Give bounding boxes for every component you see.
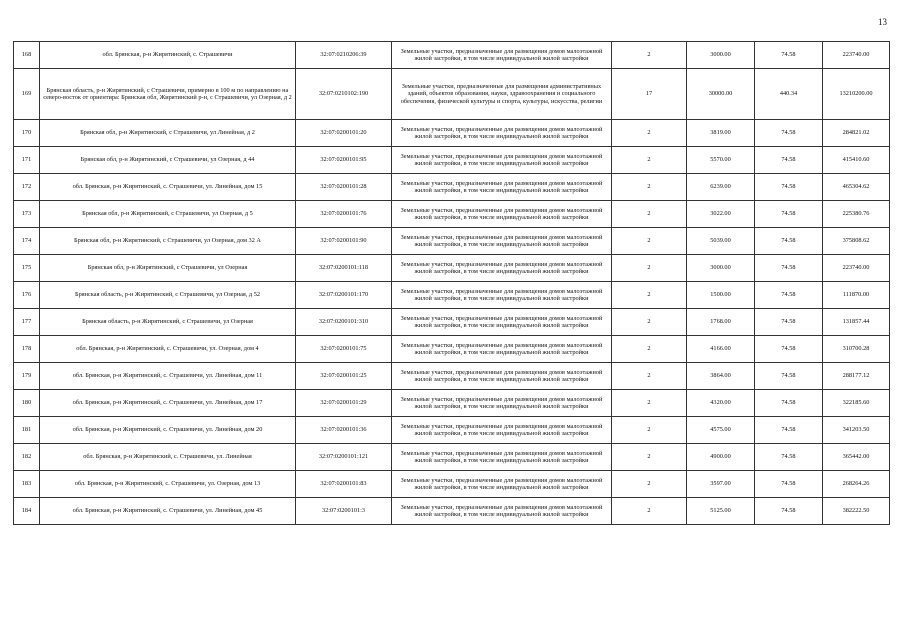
specific-value-cell: 74.58	[755, 255, 823, 282]
specific-value-cell: 74.58	[755, 147, 823, 174]
cadastral-value-cell: 223740.00	[823, 255, 890, 282]
land-use-cell: Земельные участки, предназначенные для размещения домов малоэтажной жилой застройки, в том числе индивидуальной жилой застройки	[392, 174, 612, 201]
area-cell: 3022.00	[687, 201, 755, 228]
area-cell: 4166.00	[687, 336, 755, 363]
specific-value-cell: 74.58	[755, 201, 823, 228]
specific-value-cell: 440.34	[755, 69, 823, 120]
specific-value-cell: 74.58	[755, 174, 823, 201]
land-use-cell: Земельные участки, предназначенные для размещения домов малоэтажной жилой застройки, в том числе индивидуальной жилой застройки	[392, 282, 612, 309]
row-number-cell: 181	[14, 417, 40, 444]
cadastral-number-cell: 32:07:0200101:20	[296, 120, 392, 147]
table-row	[14, 363, 890, 390]
address-cell: Брянская область, р-н Жирятинский, с Страшевичи, ул Озерная	[40, 309, 296, 336]
table-row	[14, 69, 890, 120]
cadastral-number-cell: 32:07:0200101:75	[296, 336, 392, 363]
group-cell: 2	[612, 255, 687, 282]
cadastral-number-cell: 32:07:0200101:310	[296, 309, 392, 336]
cadastral-value-cell: 310700.28	[823, 336, 890, 363]
table-row	[14, 201, 890, 228]
row-number-cell: 184	[14, 498, 40, 525]
address-cell: обл. Брянская, р-н Жирятинский, с. Страшевичи, ул. Озерная, дом 4	[40, 336, 296, 363]
land-use-cell: Земельные участки, предназначенные для размещения домов малоэтажной жилой застройки, в том числе индивидуальной жилой застройки	[392, 120, 612, 147]
cadastral-value-cell: 131857.44	[823, 309, 890, 336]
row-number-cell: 175	[14, 255, 40, 282]
row-number-cell: 172	[14, 174, 40, 201]
cadastral-value-cell: 284821.02	[823, 120, 890, 147]
cadastral-value-cell: 223740.00	[823, 42, 890, 69]
area-cell: 5570.00	[687, 147, 755, 174]
address-cell: Брянская область, р-н Жирятинский, с Страшевичи, ул Озерная, д 52	[40, 282, 296, 309]
table-row	[14, 147, 890, 174]
group-cell: 2	[612, 201, 687, 228]
address-cell: обл. Брянская, р-н Жирятинский, с. Страшевичи, ул. Линейная, дом 17	[40, 390, 296, 417]
cadastral-number-cell: 32:07:0200101:25	[296, 363, 392, 390]
row-number-cell: 173	[14, 201, 40, 228]
land-use-cell: Земельные участки, предназначенные для размещения домов малоэтажной жилой застройки, в том числе индивидуальной жилой застройки	[392, 444, 612, 471]
cadastral-value-cell: 375808.62	[823, 228, 890, 255]
cadastral-value-cell: 288177.12	[823, 363, 890, 390]
specific-value-cell: 74.58	[755, 120, 823, 147]
table-body	[14, 42, 890, 525]
table-row	[14, 42, 890, 69]
group-cell: 2	[612, 471, 687, 498]
cadastral-value-cell: 322185.60	[823, 390, 890, 417]
address-cell: обл. Брянская, р-н Жирятинский, с. Страшевичи, ул. Линейная, дом 20	[40, 417, 296, 444]
land-use-cell: Земельные участки, предназначенные для размещения домов малоэтажной жилой застройки, в том числе индивидуальной жилой застройки	[392, 363, 612, 390]
area-cell: 3864.00	[687, 363, 755, 390]
group-cell: 2	[612, 390, 687, 417]
land-use-cell: Земельные участки, предназначенные для размещения домов малоэтажной жилой застройки, в том числе индивидуальной жилой застройки	[392, 390, 612, 417]
land-use-cell: Земельные участки, предназначенные для размещения домов малоэтажной жилой застройки, в том числе индивидуальной жилой застройки	[392, 336, 612, 363]
cadastral-value-cell: 465304.62	[823, 174, 890, 201]
table-row	[14, 498, 890, 525]
group-cell: 2	[612, 228, 687, 255]
cadastral-value-cell: 13210200.00	[823, 69, 890, 120]
table-row	[14, 282, 890, 309]
land-use-cell: Земельные участки, предназначенные для размещения домов малоэтажной жилой застройки, в том числе индивидуальной жилой застройки	[392, 498, 612, 525]
specific-value-cell: 74.58	[755, 390, 823, 417]
table-row	[14, 417, 890, 444]
row-number-cell: 170	[14, 120, 40, 147]
land-use-cell: Земельные участки, предназначенные для размещения домов малоэтажной жилой застройки, в том числе индивидуальной жилой застройки	[392, 42, 612, 69]
cadastral-number-cell: 32:07:0200101:121	[296, 444, 392, 471]
table-row	[14, 228, 890, 255]
cadastral-number-cell: 32:07:0200101:36	[296, 417, 392, 444]
land-use-cell: Земельные участки, предназначенные для размещения административных зданий, объектов образования, науки, здравоохранения и социального обеспечения, физической культуры и спорта, культуры, искусства, религии	[392, 69, 612, 120]
address-cell: обл. Брянская, р-н Жирятинский, с. Страшевичи, ул. Озерная, дом 13	[40, 471, 296, 498]
land-use-cell: Земельные участки, предназначенные для размещения домов малоэтажной жилой застройки, в том числе индивидуальной жилой застройки	[392, 471, 612, 498]
cadastral-number-cell: 32:07:0200101:83	[296, 471, 392, 498]
address-cell: Брянская область, р-н Жирятинский, с Страшевичи, примерно в 100 м по направлению на северо-восток от ориентира: Брянская обл, Жирятинский р-н, с Страшевичи, ул Озерная, д 2	[40, 69, 296, 120]
specific-value-cell: 74.58	[755, 471, 823, 498]
row-number-cell: 169	[14, 69, 40, 120]
area-cell: 6239.00	[687, 174, 755, 201]
group-cell: 2	[612, 444, 687, 471]
address-cell: Брянская обл, р-н Жирятинский, с Страшевичи, ул Озерная	[40, 255, 296, 282]
table-row	[14, 471, 890, 498]
group-cell: 2	[612, 174, 687, 201]
area-cell: 30000.00	[687, 69, 755, 120]
cadastral-number-cell: 32:07:0200101:118	[296, 255, 392, 282]
land-use-cell: Земельные участки, предназначенные для размещения домов малоэтажной жилой застройки, в том числе индивидуальной жилой застройки	[392, 147, 612, 174]
row-number-cell: 171	[14, 147, 40, 174]
address-cell: обл. Брянская, р-н Жирятинский, с. Страшевичи, ул. Линейная, дом 11	[40, 363, 296, 390]
cadastral-number-cell: 32:07:0210206:39	[296, 42, 392, 69]
group-cell: 2	[612, 498, 687, 525]
row-number-cell: 183	[14, 471, 40, 498]
specific-value-cell: 74.58	[755, 363, 823, 390]
table-row	[14, 255, 890, 282]
table-row	[14, 444, 890, 471]
address-cell: Брянская обл, р-н Жирятинский, с Страшевичи, ул Линейная, д 2	[40, 120, 296, 147]
cadastral-number-cell: 32:07:0200101:90	[296, 228, 392, 255]
cadastral-number-cell: 32:07:0210102:190	[296, 69, 392, 120]
row-number-cell: 177	[14, 309, 40, 336]
cadastral-number-cell: 32:07:0200101:170	[296, 282, 392, 309]
area-cell: 3000.00	[687, 255, 755, 282]
land-use-cell: Земельные участки, предназначенные для размещения домов малоэтажной жилой застройки, в том числе индивидуальной жилой застройки	[392, 417, 612, 444]
address-cell: обл. Брянская, р-н Жирятинский, с. Страшевичи	[40, 42, 296, 69]
area-cell: 4575.00	[687, 417, 755, 444]
cadastral-value-cell: 415410.60	[823, 147, 890, 174]
group-cell: 2	[612, 309, 687, 336]
address-cell: обл. Брянская, р-н Жирятинский, с. Страшевичи, ул. Линейная, дом 15	[40, 174, 296, 201]
table-row	[14, 390, 890, 417]
group-cell: 2	[612, 42, 687, 69]
group-cell: 2	[612, 282, 687, 309]
row-number-cell: 174	[14, 228, 40, 255]
area-cell: 3000.00	[687, 42, 755, 69]
cadastral-number-cell: 32:07:0200101:76	[296, 201, 392, 228]
address-cell: Брянская обл, р-н Жирятинский, с Страшевичи, ул Озерная, д 44	[40, 147, 296, 174]
row-number-cell: 179	[14, 363, 40, 390]
cadastral-value-cell: 365442.00	[823, 444, 890, 471]
table-row	[14, 120, 890, 147]
cadastral-number-cell: 32:07:0200101:29	[296, 390, 392, 417]
area-cell: 3819.00	[687, 120, 755, 147]
specific-value-cell: 74.58	[755, 228, 823, 255]
address-cell: обл. Брянская, р-н Жирятинский, с. Страшевичи, ул. Линейная	[40, 444, 296, 471]
area-cell: 1500.00	[687, 282, 755, 309]
specific-value-cell: 74.58	[755, 498, 823, 525]
cadastral-value-cell: 111870.00	[823, 282, 890, 309]
cadastral-number-cell: 32:07:0200101:28	[296, 174, 392, 201]
specific-value-cell: 74.58	[755, 282, 823, 309]
table-row	[14, 336, 890, 363]
group-cell: 2	[612, 147, 687, 174]
cadastral-number-cell: 32:07:0200101:95	[296, 147, 392, 174]
cadastral-value-cell: 382222.50	[823, 498, 890, 525]
row-number-cell: 168	[14, 42, 40, 69]
specific-value-cell: 74.58	[755, 336, 823, 363]
row-number-cell: 178	[14, 336, 40, 363]
cadastral-value-cell: 225380.76	[823, 201, 890, 228]
cadastral-number-cell: 32:07:0200101:3	[296, 498, 392, 525]
area-cell: 5039.00	[687, 228, 755, 255]
area-cell: 4900.00	[687, 444, 755, 471]
row-number-cell: 176	[14, 282, 40, 309]
address-cell: обл. Брянская, р-н Жирятинский, с. Страшевичи, ул. Линейная, дом 45	[40, 498, 296, 525]
group-cell: 17	[612, 69, 687, 120]
table-row	[14, 174, 890, 201]
group-cell: 2	[612, 120, 687, 147]
row-number-cell: 180	[14, 390, 40, 417]
row-number-cell: 182	[14, 444, 40, 471]
group-cell: 2	[612, 363, 687, 390]
group-cell: 2	[612, 417, 687, 444]
cadastral-value-cell: 341203.50	[823, 417, 890, 444]
address-cell: Брянская обл, р-н Жирятинский, с Страшевичи, ул Озерная, дом 32 А	[40, 228, 296, 255]
page-number: 13	[878, 17, 887, 27]
table-row	[14, 309, 890, 336]
area-cell: 1768.00	[687, 309, 755, 336]
area-cell: 5125.00	[687, 498, 755, 525]
land-use-cell: Земельные участки, предназначенные для размещения домов малоэтажной жилой застройки, в том числе индивидуальной жилой застройки	[392, 309, 612, 336]
area-cell: 3597.00	[687, 471, 755, 498]
land-use-cell: Земельные участки, предназначенные для размещения домов малоэтажной жилой застройки, в том числе индивидуальной жилой застройки	[392, 201, 612, 228]
group-cell: 2	[612, 336, 687, 363]
land-use-cell: Земельные участки, предназначенные для размещения домов малоэтажной жилой застройки, в том числе индивидуальной жилой застройки	[392, 228, 612, 255]
specific-value-cell: 74.58	[755, 444, 823, 471]
address-cell: Брянская обл, р-н Жирятинский, с Страшевичи, ул Озерная, д 5	[40, 201, 296, 228]
cadastral-value-cell: 268264.26	[823, 471, 890, 498]
specific-value-cell: 74.58	[755, 417, 823, 444]
land-use-cell: Земельные участки, предназначенные для размещения домов малоэтажной жилой застройки, в том числе индивидуальной жилой застройки	[392, 255, 612, 282]
land-plots-table	[13, 41, 890, 525]
area-cell: 4320.00	[687, 390, 755, 417]
specific-value-cell: 74.58	[755, 309, 823, 336]
specific-value-cell: 74.58	[755, 42, 823, 69]
